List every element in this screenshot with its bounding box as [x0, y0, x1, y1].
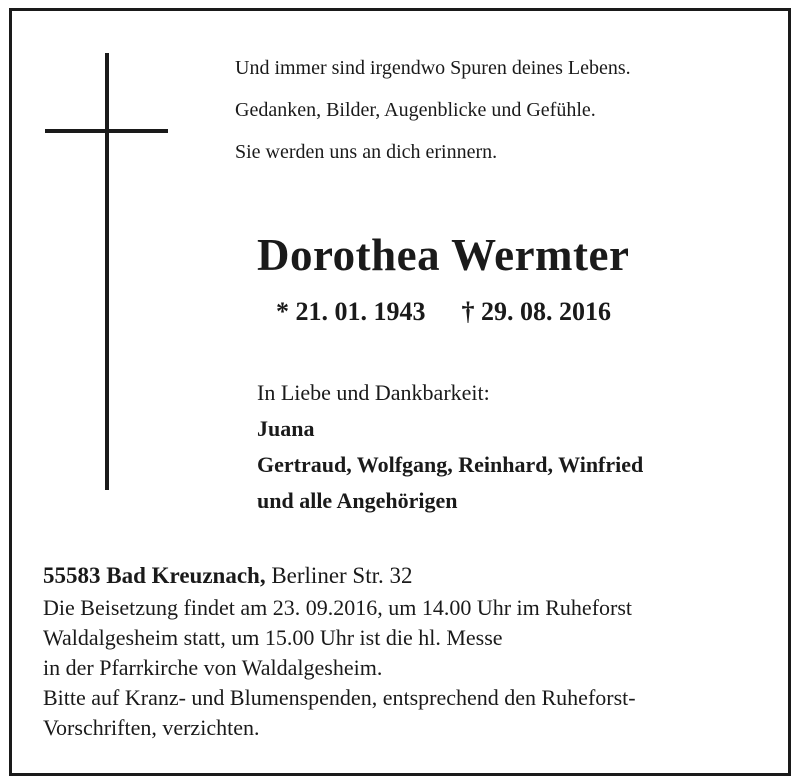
- poem-line: Sie werden uns an dich erinnern.: [235, 141, 498, 163]
- address: [43, 561, 788, 591]
- mourner-name: Juana: [257, 416, 315, 441]
- funeral-text-line: Bitte auf Kranz- und Blumenspenden, entsprechend den Ruheforst-: [43, 685, 636, 710]
- obituary-frame: [9, 8, 791, 776]
- memorial-poem: [235, 47, 775, 173]
- address-city: 55583 Bad Kreuznach,: [43, 563, 266, 588]
- mourner-names: Gertraud, Wolfgang, Reinhard, Winfried: [257, 452, 644, 477]
- poem-line: Und immer sind irgendwo Spuren deines Lebens.: [235, 57, 631, 79]
- address-street: Berliner Str. 32: [265, 563, 413, 588]
- death-date: † 29. 08. 2016: [461, 297, 611, 326]
- cross-icon-vertical-bar: [105, 53, 109, 490]
- mourners-intro: In Liebe und Dankbarkeit:: [257, 380, 490, 405]
- cross-icon-horizontal-bar: [45, 129, 168, 133]
- funeral-text-line: Vorschriften, verzichten.: [43, 715, 260, 740]
- funeral-text-line: Waldalgesheim statt, um 15.00 Uhr ist die hl. Messe: [43, 625, 503, 650]
- mourner-relatives: und alle Angehörigen: [257, 488, 458, 513]
- funeral-details: [43, 561, 788, 743]
- funeral-text-line: Die Beisetzung findet am 23. 09.2016, um 14.00 Uhr im Ruheforst: [43, 595, 633, 620]
- life-dates: [276, 296, 611, 328]
- mourners-block: [257, 375, 643, 519]
- funeral-text-line: in der Pfarrkirche von Waldalgesheim.: [43, 655, 383, 680]
- poem-line: Gedanken, Bilder, Augenblicke und Gefühle.: [235, 99, 596, 121]
- deceased-name: Dorothea Wermter: [257, 230, 630, 280]
- birth-date: * 21. 01. 1943: [276, 297, 426, 326]
